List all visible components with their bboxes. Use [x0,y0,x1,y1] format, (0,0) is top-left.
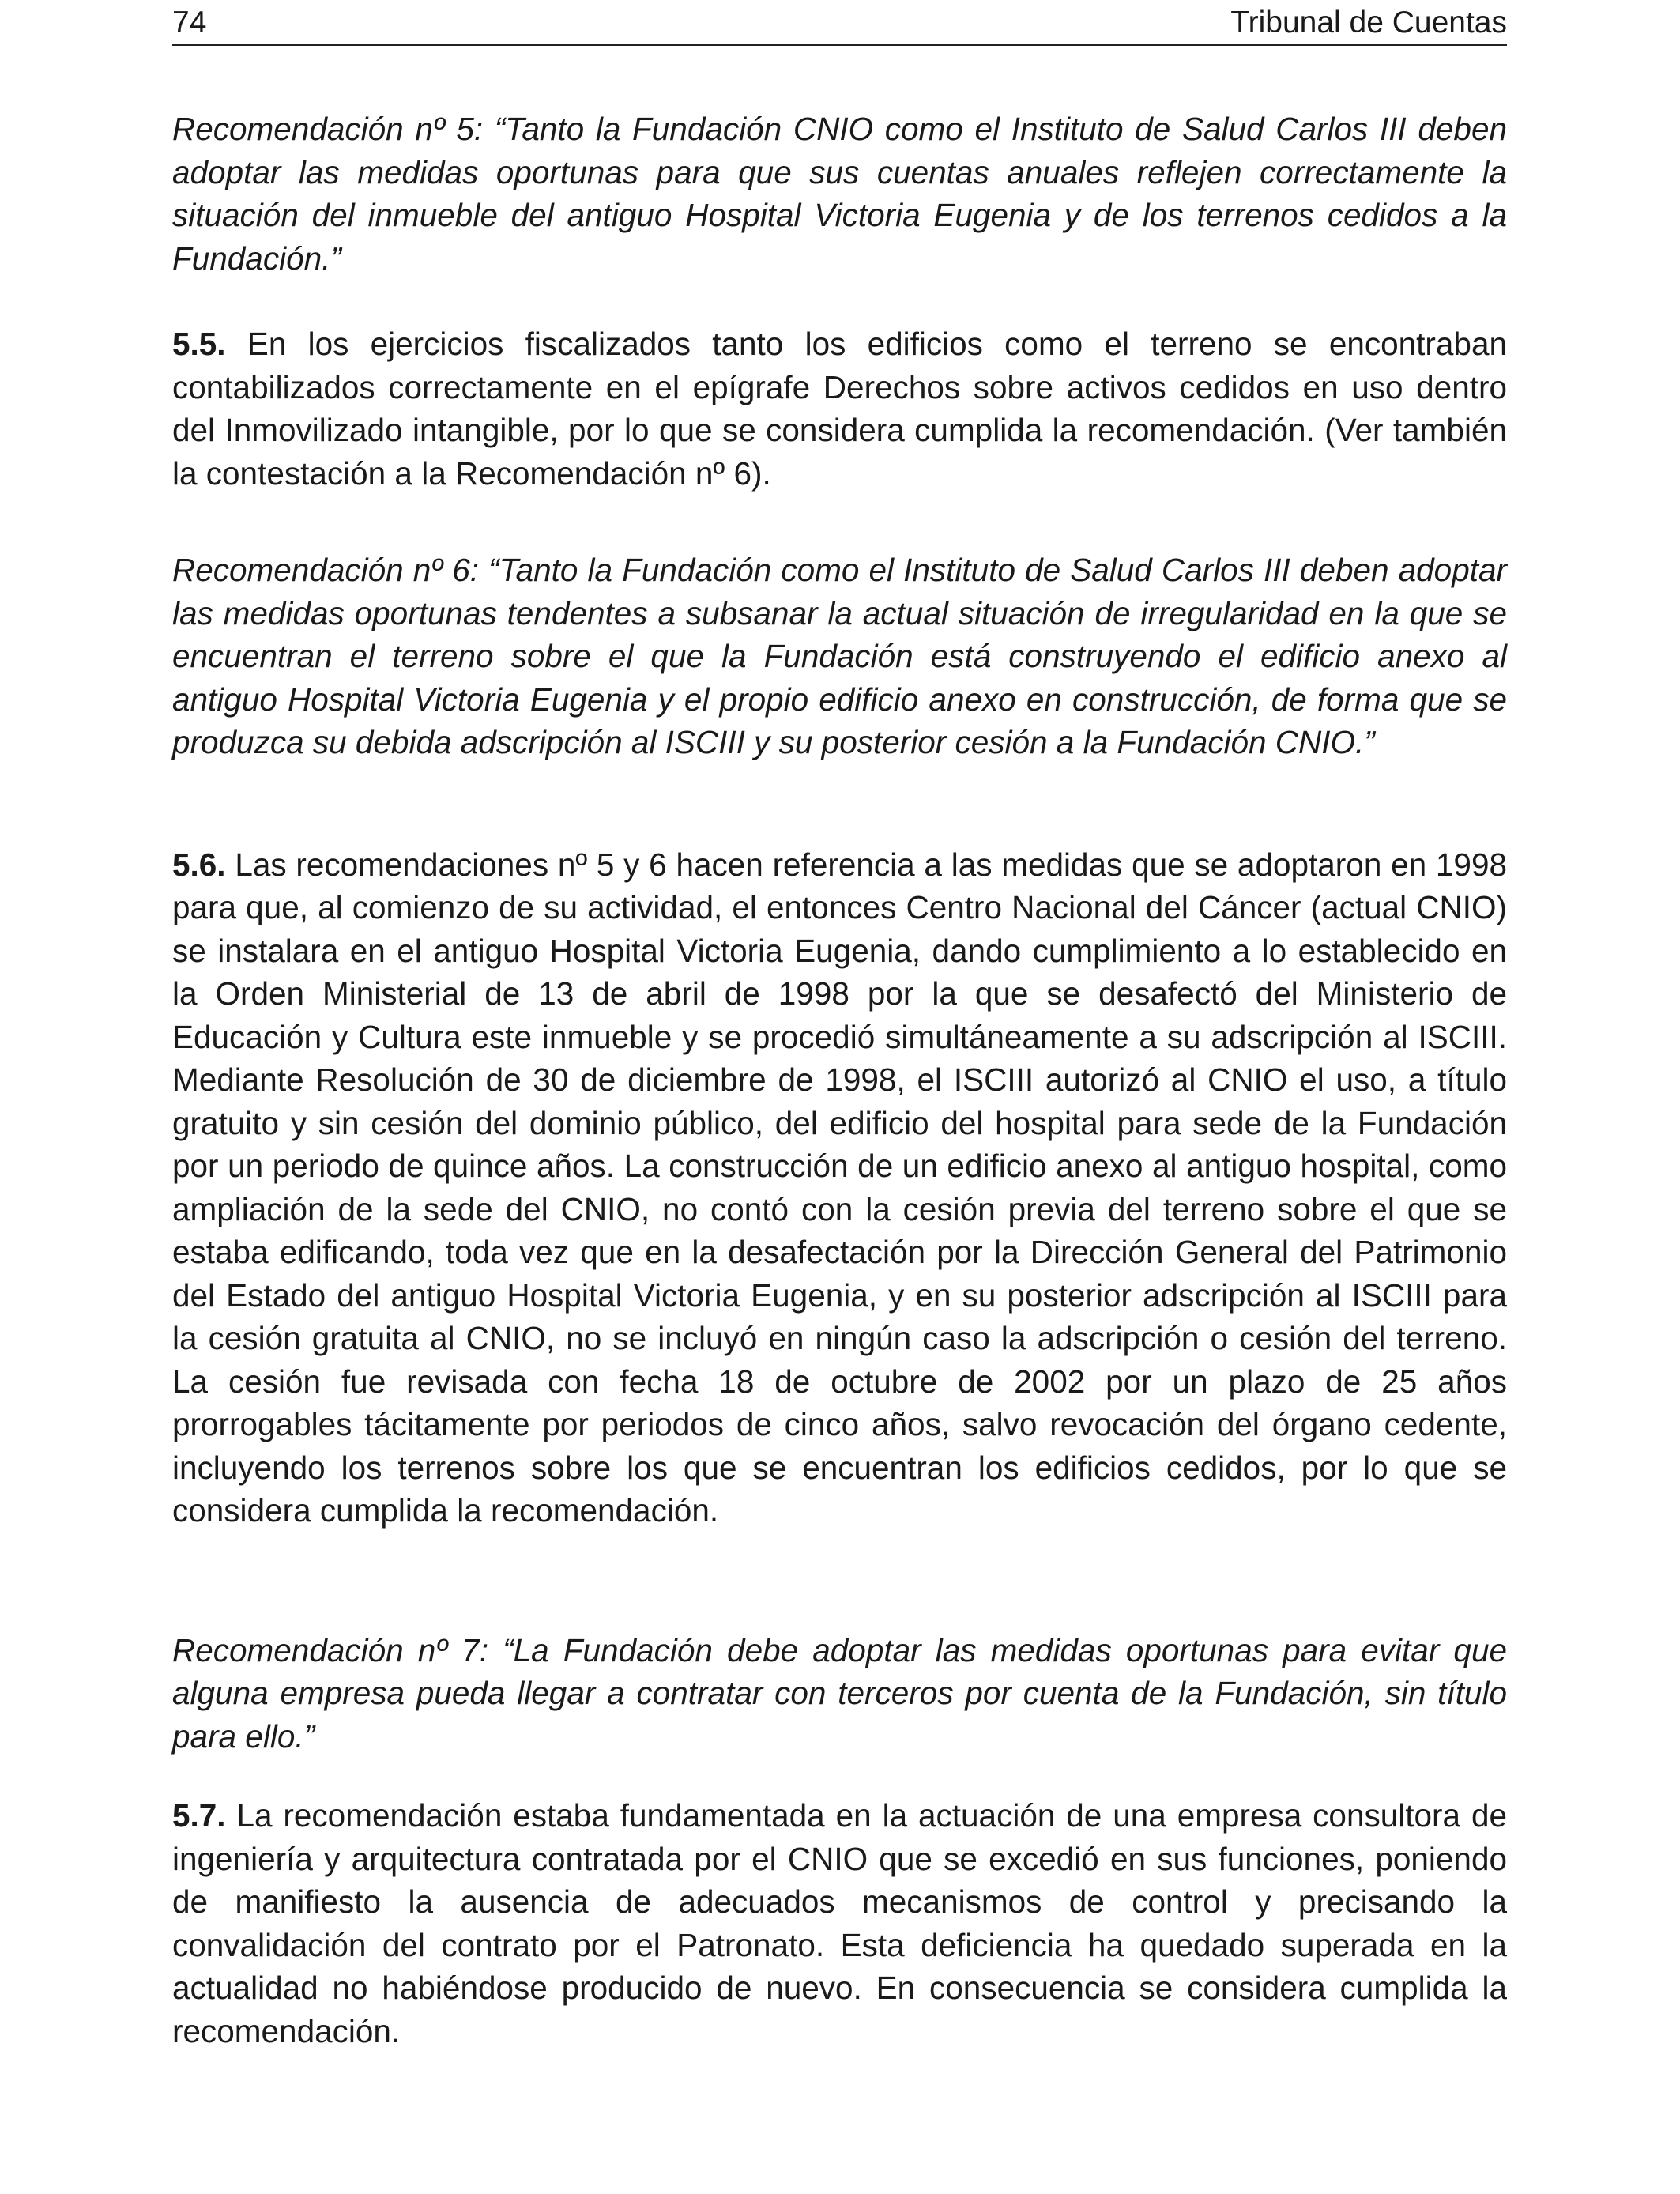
recommendation-7: Recomendación nº 7: “La Fundación debe adoptar las medidas oportunas para evitar que alguna empresa pueda llegar a contratar con terceros por cuenta de la Fundación, sin título para ello.” [172,1631,1507,1755]
section-number: 5.6. [172,846,226,883]
recommendation-5: Recomendación nº 5: “Tanto la Fundación CNIO como el Instituto de Salud Carlos III deben adoptar las medidas oportunas para que sus cuentas anuales reflejen correctamente la situación del inmueble del antiguo Hospital Victoria Eugenia y de los terrenos cedidos a la Fundación.” [172,111,1507,277]
section-number: 5.7. [172,1797,226,1834]
response-5-5 [172,322,1507,495]
document-page [172,0,1507,2194]
response-5-7 [172,1794,1507,2053]
paragraph-text: Las recomendaciones nº 5 y 6 hacen referencia a las medidas que se adoptaron en 1998 para que, al comienzo de su actividad, el entonces Centro Nacional del Cáncer (actual CNIO) se instalara en el antiguo Hospital Victoria Eugenia, dando cumplimiento a lo establecido en la Orden Ministerial de 13 de abril de 1998 por la que se desafectó del Ministerio de Educación y Cultura este inmueble y se procedió simultáneamente a su adscripción al ISCIII. Mediante Resolución de 30 de diciembre de 1998, el ISCIII autorizó al CNIO el uso, a título gratuito y sin cesión del dominio público, del edificio del hospital para sede de la Fundación por un periodo de quince años. La construcción de un edificio anexo al antiguo hospital, como ampliación de la sede del CNIO, no contó con la cesión previa del terreno sobre el que se estaba edificando, toda vez que en la desafectación por la Dirección General del Patrimonio del Estado del antiguo Hospital Victoria Eugenia, y en su posterior adscripción al ISCIII para la cesión gratuita al CNIO, no se incluyó en ningún caso la adscripción o cesión del terreno. La cesión fue revisada con fecha 18 de octubre de 2002 por un plazo de 25 años prorrogables tácitamente por periodos de cinco años, salvo revocación del órgano cedente, incluyendo los terrenos sobre los que se encuentran los edificios cedidos, por lo que se considera cumplida la recomendación. [172,846,1507,1529]
running-title: Tribunal de Cuentas [1230,6,1507,40]
page-number: 74 [172,6,207,40]
paragraph-text: La recomendación estaba fundamentada en la actuación de una empresa consultora de ingeniería y arquitectura contratada por el CNIO que se excedió en sus funciones, poniendo de manifiesto la ausencia de adecuados mecanismos de control y precisando la convalidación del contrato por el Patronato. Esta deficiencia ha quedado superada en la actualidad no habiéndose producido de nuevo. En consecuencia se considera cumplida la recomendación. [172,1797,1507,2049]
paragraph-text: En los ejercicios fiscalizados tanto los edificios como el terreno se encontraban contabilizados correctamente en el epígrafe Derechos sobre activos cedidos en uso dentro del Inmovilizado intangible, por lo que se considera cumplida la recomendación. (Ver también la contestación a la Recomendación nº 6). [172,326,1507,492]
section-number: 5.5. [172,326,226,362]
recommendation-6: Recomendación nº 6: “Tanto la Fundación como el Instituto de Salud Carlos III deben adoptar las medidas oportunas tendentes a subsanar la actual situación de irregularidad en la que se encuentran el terreno sobre el que la Fundación está construyendo el edificio anexo al antiguo Hospital Victoria Eugenia y el propio edificio anexo en construcción, de forma que se produzca su debida adscripción al ISCIII y su posterior cesión a la Fundación CNIO.” [172,552,1507,760]
page-header [172,5,1507,46]
response-5-6 [172,843,1507,1532]
document-body [172,107,1507,2053]
